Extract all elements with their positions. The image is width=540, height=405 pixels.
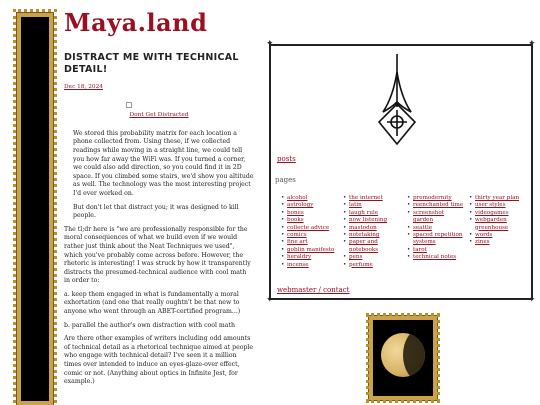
page-link[interactable]: • spaced repetition systems	[407, 232, 465, 247]
page-link[interactable]: • the internet	[343, 195, 403, 202]
body-paragraph: b. parallel the author's own distraction with cool math	[64, 321, 235, 329]
broken-image-icon	[126, 102, 132, 108]
page-link[interactable]: • paper and notebooks	[343, 239, 403, 254]
body-paragraph: a. keep them engaged in what is fundamentally a moral exhortation (and one that really oughtn't be that new to anyone who went through an ABET-certified program...)	[64, 290, 241, 316]
page-link[interactable]: • laugh rule	[343, 210, 403, 217]
page-link[interactable]: • videogames	[469, 210, 529, 217]
site-logo[interactable]: Maya.land	[64, 8, 208, 37]
page-link[interactable]: • fine art	[281, 239, 339, 246]
article	[64, 52, 254, 392]
quote-paragraph: We stored this probability matrix for each location a phone collected from. Using these, if we collected readings while moving in a straight line, we could tell you how far away the WiFi was. If you turned a corner, we could also add direction, so you could find it in 2D space. If you climbed some stairs, we'd show you altitude as well. The technology was the most interesting project I'd ever worked on.	[73, 129, 254, 197]
page-link[interactable]: • zines	[469, 239, 529, 246]
page-link[interactable]: • comics	[281, 232, 339, 239]
article-title: DISTRACT ME WITH TECHNICAL DETAIL!	[64, 52, 239, 75]
left-ornate-frame	[17, 13, 53, 405]
page-link[interactable]: • books	[281, 217, 339, 224]
page-link[interactable]: • latin	[343, 202, 403, 209]
corner-ornament: ✦	[266, 39, 274, 49]
image-caption-link[interactable]: Dont Get Distracted	[129, 112, 189, 119]
page-link[interactable]: • now listening	[343, 217, 403, 224]
page-link[interactable]: • notetaking	[343, 232, 403, 239]
pages-list	[281, 195, 529, 269]
page-link[interactable]: • goblin manifesto	[281, 247, 339, 254]
posts-link[interactable]: posts	[277, 155, 296, 163]
quote-paragraph-2: But don't let that distract you; it was designed to kill people.	[73, 203, 239, 220]
page-link[interactable]: • astrology	[281, 202, 339, 209]
page-link[interactable]: • premodernity	[407, 195, 465, 202]
page-link[interactable]: • webgarden greenhouse	[469, 217, 529, 232]
page-link[interactable]: • technical notes	[407, 254, 465, 261]
pages-heading: pages	[275, 176, 296, 184]
pages-column-4	[469, 195, 529, 269]
page-link[interactable]: • words	[469, 232, 529, 239]
page-link[interactable]: • perfume	[343, 262, 403, 269]
pages-column-1	[281, 195, 339, 269]
webmaster-contact-link[interactable]: webmaster / contact	[277, 286, 350, 294]
page-link[interactable]: • bones	[281, 210, 339, 217]
article-image	[64, 102, 254, 120]
moon-phase-frame	[369, 316, 437, 400]
page-link[interactable]: • mastodon	[343, 225, 403, 232]
page-link[interactable]: • alcohol	[281, 195, 339, 202]
page-link[interactable]: • pens	[343, 254, 403, 261]
page-link[interactable]: • screenshot garden	[407, 210, 465, 225]
page-link[interactable]: • thirty year plan	[469, 195, 529, 202]
corner-ornament: ✦	[528, 39, 536, 49]
page-link[interactable]: • tarot	[407, 247, 465, 254]
page-link[interactable]: • user styles	[469, 202, 529, 209]
page-link[interactable]: • collecte advice	[281, 225, 339, 232]
page-link[interactable]: • reenchanted time	[407, 202, 465, 209]
sigil-icon	[367, 52, 427, 152]
corner-ornament: ✦	[266, 295, 274, 305]
page-link[interactable]: • incense	[281, 262, 339, 269]
corner-ornament: ✦	[528, 295, 536, 305]
pages-column-2	[343, 195, 403, 269]
pages-column-3	[407, 195, 465, 269]
page-link[interactable]: • seattle	[407, 225, 465, 232]
moon-phase-icon	[381, 333, 425, 377]
sidebar-box	[266, 39, 536, 305]
article-date-link[interactable]: Dec 18, 2024	[64, 84, 103, 90]
page-link[interactable]: • heraldry	[281, 254, 339, 261]
body-paragraph: Are there other examples of writers including odd amounts of technical detail as a rhetorical technique aimed at people who engage with technical detail? I've seen it a million times over intended to induce an eyes-glaze-over effect, comic or not. (Anything about optics in Infinite Jest, for example.)	[64, 335, 254, 386]
body-paragraph: The tl;dr here is "we are professionally responsible for the moral consequences of what we build even if we would rather just think about the Neat Techniques we used", which you've probably come across before. However, the rhetoric is interesting! I was struck by how it transparently distracts the presumed-technical audience with cool math in order to:	[64, 225, 251, 285]
